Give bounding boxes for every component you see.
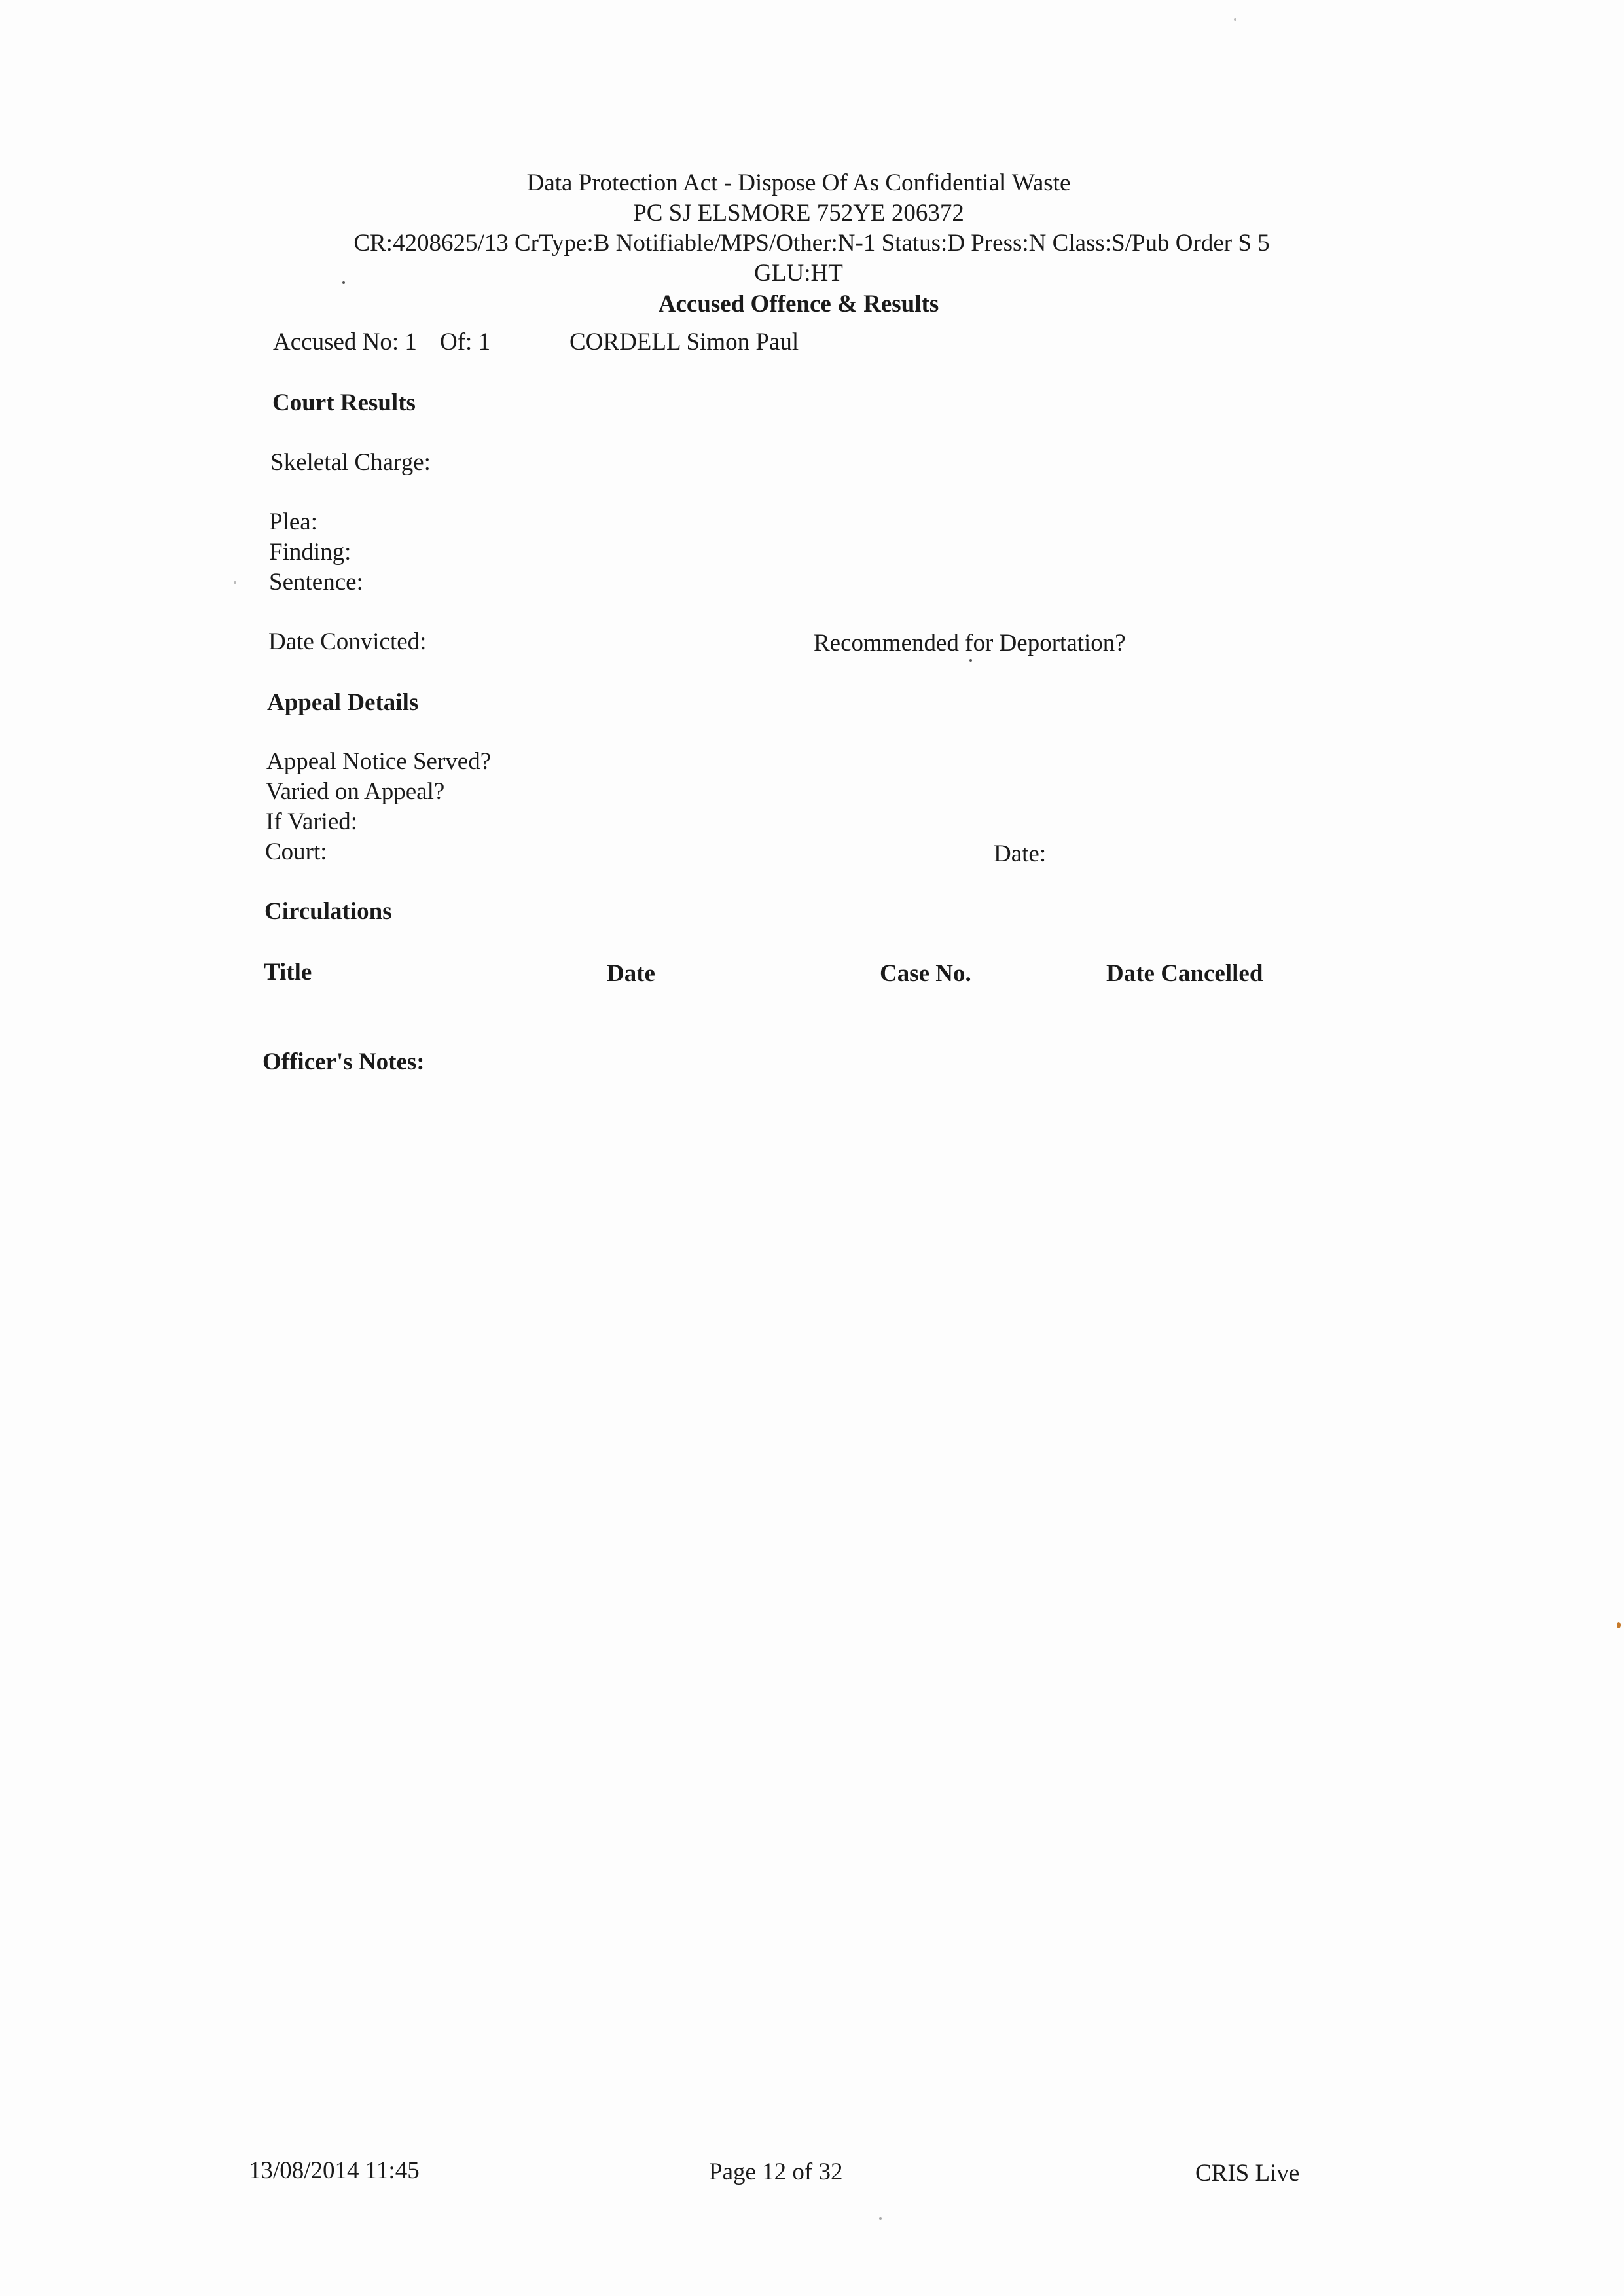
section-title: Accused Offence & Results (658, 291, 939, 317)
sentence-label: Sentence: (269, 569, 363, 596)
header-crime-reference: CR:4208625/13 CrType:B Notifiable/MPS/Other:N-1 Status:D Press:N Class:S/Pub Order S 5 (353, 230, 1270, 257)
circulations-col-title: Title (264, 959, 312, 986)
finding-label: Finding: (269, 539, 352, 565)
circulations-col-date: Date (607, 960, 655, 987)
skeletal-charge-label: Skeletal Charge: (270, 449, 431, 476)
circulations-col-case-no: Case No. (880, 960, 971, 987)
appeal-court-label: Court: (265, 838, 327, 865)
scan-speck (342, 281, 345, 284)
scan-speck (1234, 18, 1236, 21)
footer-page-number: Page 12 of 32 (709, 2159, 843, 2185)
plea-label: Plea: (269, 509, 317, 535)
scan-speck (234, 581, 236, 584)
appeal-details-heading: Appeal Details (267, 689, 419, 716)
scan-speck (1617, 1622, 1621, 1628)
date-convicted-label: Date Convicted: (268, 628, 427, 655)
court-results-heading: Court Results (272, 389, 416, 416)
scan-speck (879, 2217, 882, 2220)
scan-speck (969, 659, 972, 662)
header-officer: PC SJ ELSMORE 752YE 206372 (633, 200, 964, 226)
varied-on-appeal-label: Varied on Appeal? (266, 778, 445, 805)
accused-of: Of: 1 (440, 329, 491, 355)
appeal-date-label: Date: (994, 840, 1047, 867)
appeal-notice-label: Appeal Notice Served? (266, 748, 492, 775)
header-disposal-notice: Data Protection Act - Dispose Of As Confidential Waste (526, 170, 1071, 196)
accused-number: Accused No: 1 (273, 329, 417, 355)
accused-name: CORDELL Simon Paul (569, 329, 799, 355)
footer-timestamp: 13/08/2014 11:45 (249, 2157, 420, 2184)
officers-notes-label: Officer's Notes: (262, 1049, 425, 1075)
circulations-col-date-cancelled: Date Cancelled (1106, 960, 1263, 987)
header-glu: GLU:HT (754, 260, 843, 287)
if-varied-label: If Varied: (266, 808, 358, 835)
footer-system-name: CRIS Live (1195, 2160, 1300, 2187)
circulations-heading: Circulations (264, 898, 392, 925)
deportation-label: Recommended for Deportation? (814, 630, 1126, 656)
